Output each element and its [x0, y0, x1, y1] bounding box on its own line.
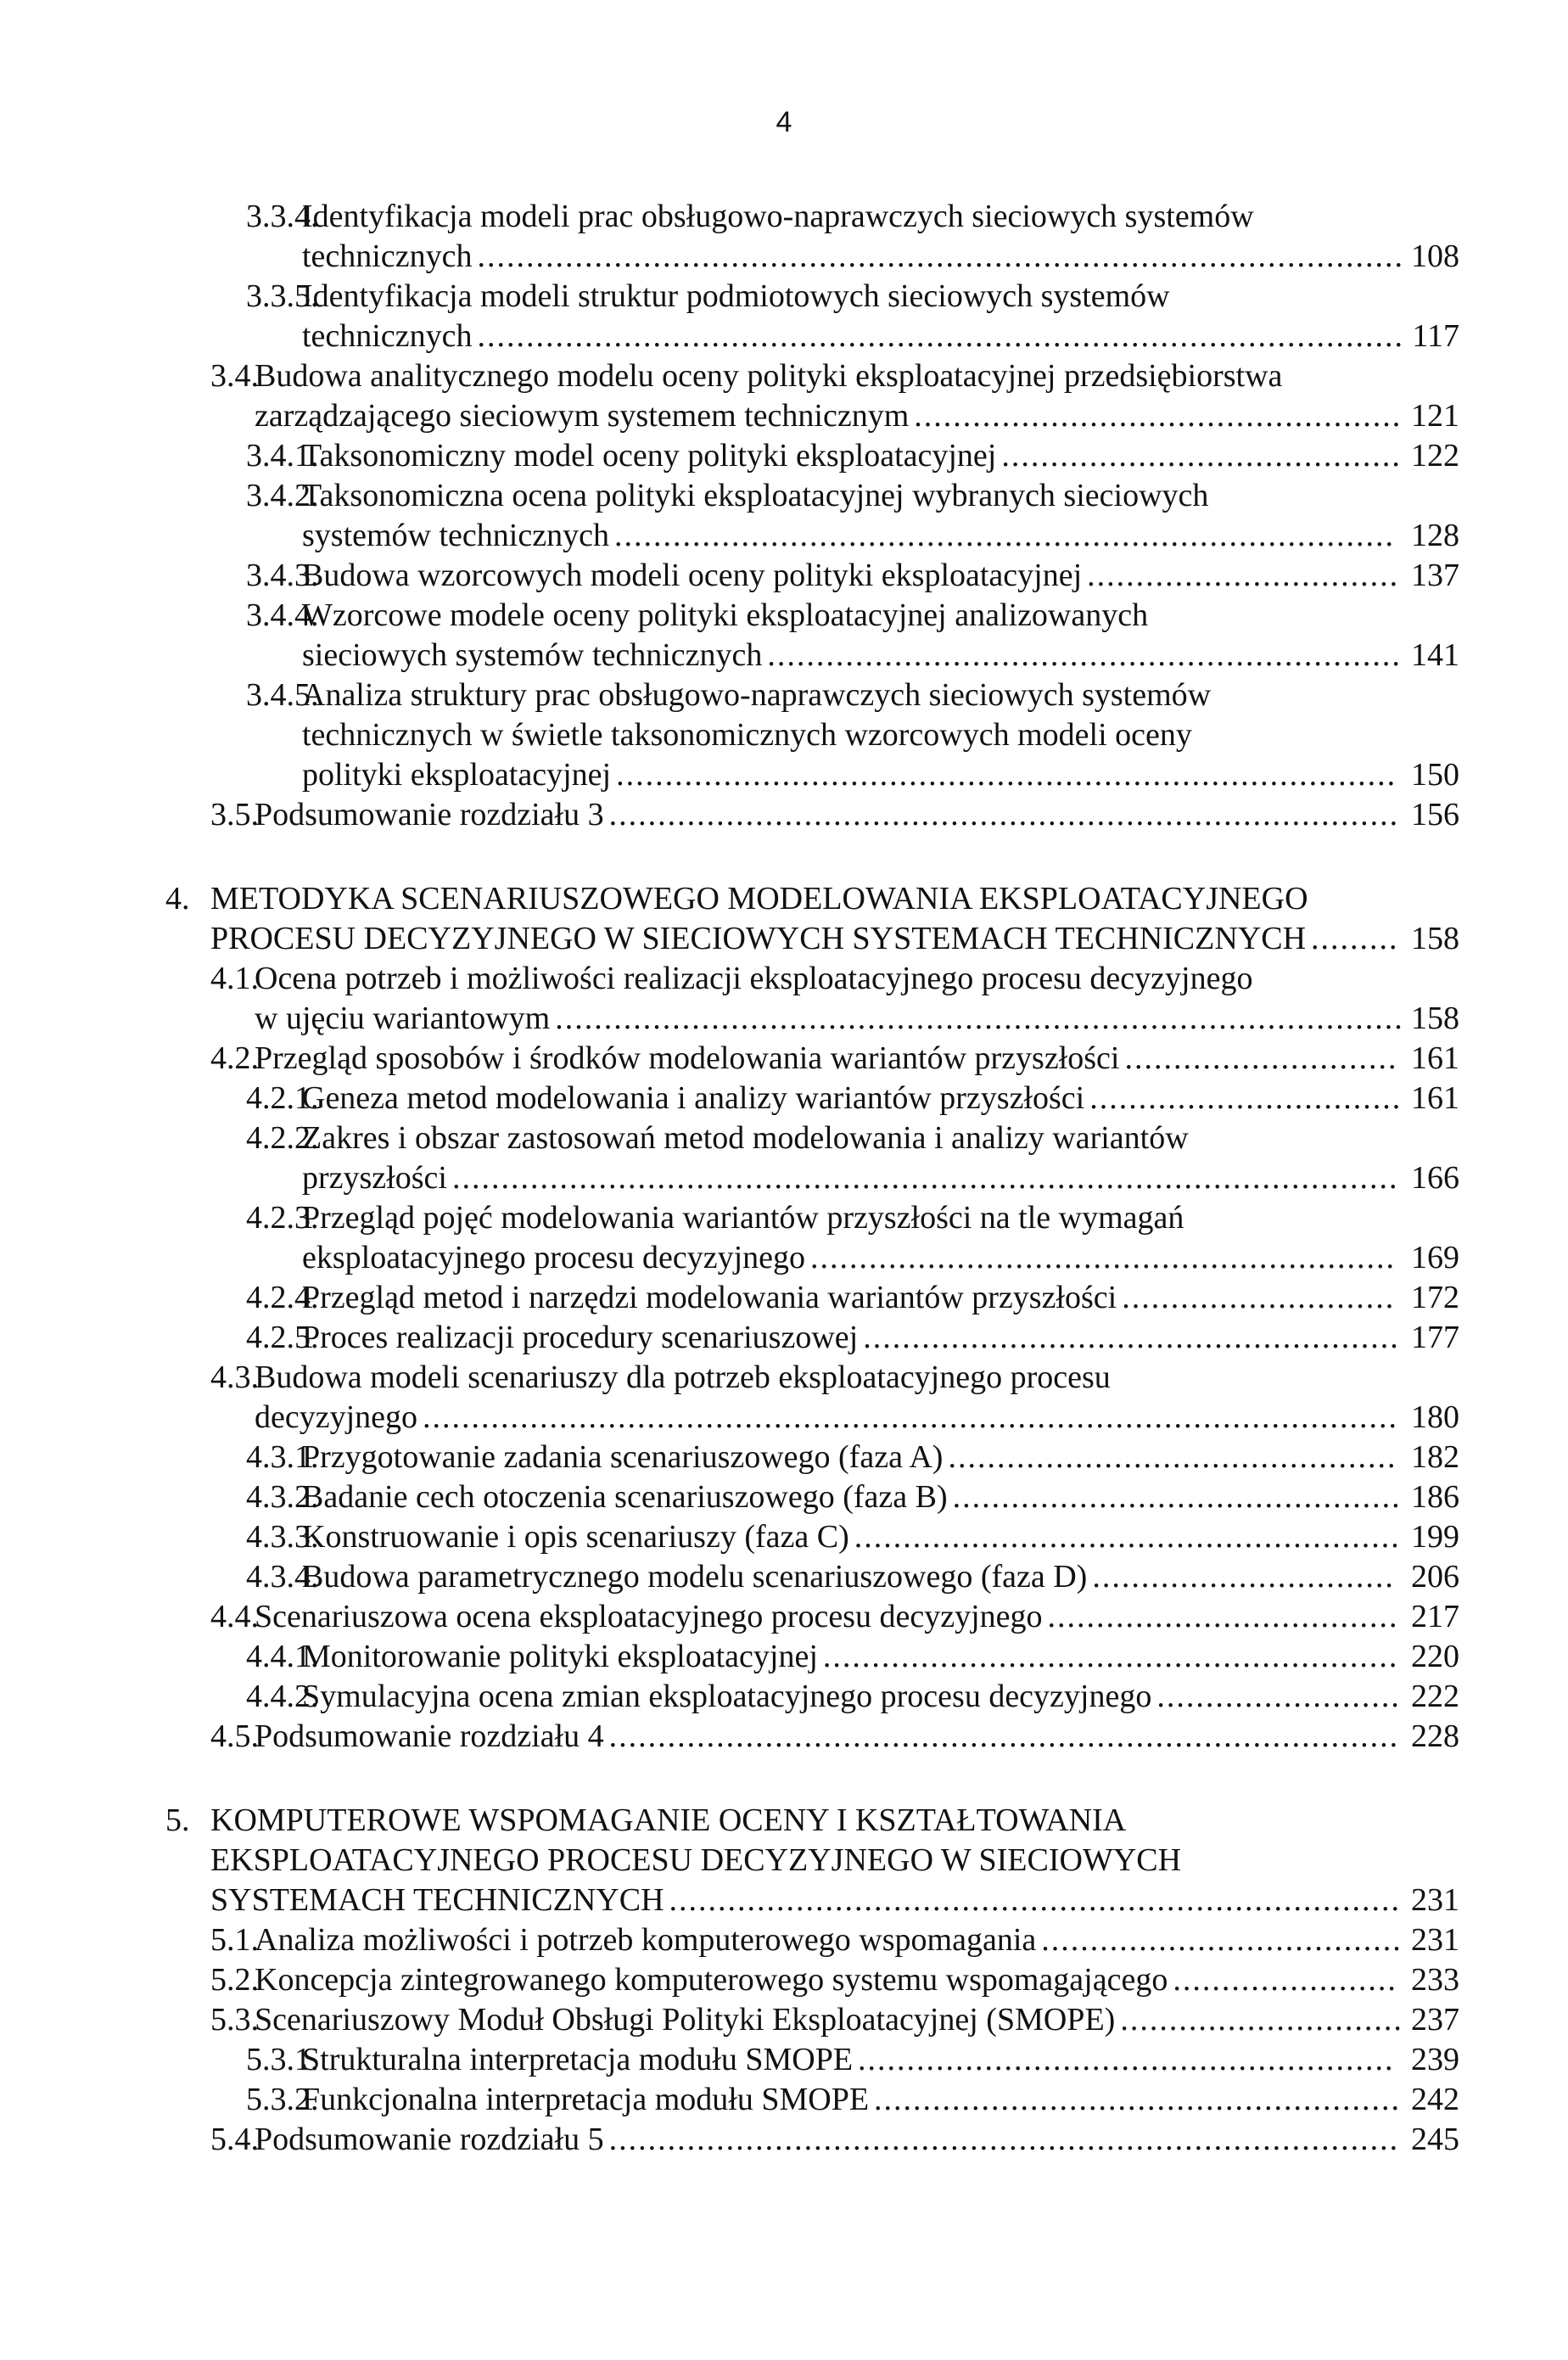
- section-title: PROCESU DECYZYJNEGO W SIECIOWYCH SYSTEMACH TECHNICZNYCH: [210, 921, 1307, 956]
- dot-leader: ...........................................................................: [669, 1882, 1402, 1918]
- dot-leader: .........................................: [1001, 438, 1402, 474]
- toc-line: [0, 1358, 1568, 1398]
- dot-leader: ...............................................................................................: [477, 318, 1404, 354]
- section-number: 4.5.: [210, 1718, 259, 1754]
- section-title: Przegląd sposobów i środków modelowania wariantów przyszłości: [255, 1040, 1120, 1076]
- section-title: eksploatacyjnego procesu decyzyjnego: [302, 1240, 805, 1275]
- section-number: 5.1.: [210, 1922, 259, 1958]
- toc-entry-level-3[interactable]: [0, 1637, 1568, 1677]
- section-number: 3.4.3.: [246, 558, 319, 593]
- toc-entry-level-2[interactable]: [0, 795, 1568, 835]
- toc-line: [0, 396, 1568, 436]
- toc-entry-level-3[interactable]: [0, 436, 1568, 476]
- section-number: 3.3.5.: [246, 278, 319, 314]
- section-number: 5.3.: [210, 2002, 259, 2038]
- dot-leader: ........................................................: [854, 1519, 1401, 1555]
- page-reference[interactable]: 108: [1411, 238, 1459, 274]
- section-title: Badanie cech otoczenia scenariuszowego (faza B): [302, 1479, 948, 1515]
- dot-leader: ................................................................................: [616, 757, 1397, 793]
- section-number: 3.4.1.: [246, 438, 319, 474]
- page-reference[interactable]: 245: [1411, 2122, 1459, 2157]
- chapter-spacer: [0, 1757, 1568, 1801]
- section-title: Zakres i obszar zastosowań metod modelowania i analizy wariantów: [302, 1120, 1189, 1156]
- dot-leader: .........: [1311, 921, 1399, 956]
- toc-line: [0, 436, 1568, 476]
- section-title: Taksonomiczna ocena polityki eksploatacyjnej wybranych sieciowych: [302, 478, 1209, 513]
- section-title: Podsumowanie rozdziału 5: [255, 2122, 604, 2157]
- section-title: technicznych w świetle taksonomicznych wzorcowych modeli oceny: [302, 717, 1192, 753]
- section-title: Przegląd metod i narzędzi modelowania wariantów przyszłości: [302, 1280, 1117, 1315]
- toc-line: [0, 1278, 1568, 1318]
- toc-line: [0, 277, 1568, 317]
- toc-line: [0, 1517, 1568, 1557]
- toc-entry-level-3[interactable]: [0, 476, 1568, 556]
- section-number: 4.4.1.: [246, 1639, 319, 1674]
- section-title: Strukturalna interpretacja modułu SMOPE: [302, 2042, 854, 2077]
- dot-leader: .................................................................................................: [451, 1160, 1399, 1196]
- toc-entry-level-3[interactable]: [0, 2040, 1568, 2080]
- page-reference[interactable]: 161: [1411, 1040, 1459, 1076]
- section-title: Wzorcowe modele oceny polityki eksploatacyjnej analizowanych: [302, 597, 1149, 633]
- section-title: METODYKA SCENARIUSZOWEGO MODELOWANIA EKSPLOATACYJNEGO: [210, 881, 1308, 917]
- section-number: 5.3.2.: [246, 2082, 319, 2117]
- page-number: 4: [776, 106, 792, 138]
- dot-leader: .......................................................: [858, 2042, 1395, 2077]
- section-number: 4.3.: [210, 1359, 259, 1395]
- page-reference[interactable]: 242: [1411, 2082, 1459, 2117]
- toc-line: [0, 1118, 1568, 1158]
- dot-leader: ............................................................: [810, 1240, 1396, 1275]
- toc-line: [0, 237, 1568, 277]
- toc-line: [0, 197, 1568, 237]
- toc-entry-level-2[interactable]: [0, 1358, 1568, 1438]
- page-reference[interactable]: 158: [1411, 921, 1459, 956]
- section-title: Podsumowanie rozdziału 4: [255, 1718, 604, 1754]
- toc-entry-level-3[interactable]: [0, 1517, 1568, 1557]
- toc-line: [0, 1398, 1568, 1438]
- toc-line: [0, 919, 1568, 959]
- section-number: 4.4.: [210, 1599, 259, 1634]
- page-reference[interactable]: 233: [1411, 1962, 1459, 1998]
- toc-line: [0, 1318, 1568, 1358]
- toc-line: [0, 2040, 1568, 2080]
- section-title: Analiza możliwości i potrzeb komputerowego wspomagania: [255, 1922, 1037, 1958]
- toc-line: [0, 1597, 1568, 1637]
- page-reference[interactable]: 172: [1411, 1280, 1459, 1315]
- toc-line: [0, 317, 1568, 356]
- section-title: Konstruowanie i opis scenariuszy (faza C): [302, 1519, 849, 1555]
- dot-leader: .....................................: [1041, 1922, 1403, 1958]
- dot-leader: ......................................................: [874, 2082, 1402, 2117]
- toc-line: [0, 1238, 1568, 1278]
- page-reference[interactable]: 237: [1411, 2002, 1459, 2038]
- section-number: 3.4.5.: [246, 677, 319, 713]
- section-number: 4.2.2.: [246, 1120, 319, 1156]
- page-reference[interactable]: 231: [1411, 1882, 1459, 1918]
- section-number: 3.4.4.: [246, 597, 319, 633]
- toc-line: [0, 1920, 1568, 1960]
- toc-line: [0, 1960, 1568, 2000]
- section-number: 5.3.1.: [246, 2042, 319, 2077]
- dot-leader: .................................................................................: [608, 1718, 1400, 1754]
- dot-leader: .............................: [1120, 2002, 1403, 2038]
- page-reference[interactable]: 228: [1411, 1718, 1459, 1754]
- section-number: 4.3.1.: [246, 1439, 319, 1475]
- section-title: Budowa wzorcowych modeli oceny polityki eksploatacyjnej: [302, 558, 1083, 593]
- toc-line: [0, 1198, 1568, 1238]
- section-title: EKSPLOATACYJNEGO PROCESU DECYZYJNEGO W SIECIOWYCH: [210, 1842, 1182, 1878]
- section-number: 4.: [165, 881, 190, 917]
- section-number: 3.4.: [210, 358, 259, 394]
- page-reference[interactable]: 122: [1411, 438, 1459, 474]
- page-reference[interactable]: 217: [1411, 1599, 1459, 1634]
- toc-line: [0, 1158, 1568, 1198]
- dot-leader: ............................: [1122, 1280, 1396, 1315]
- toc-line: [0, 2080, 1568, 2120]
- section-title: Scenariuszowa ocena eksploatacyjnego procesu decyzyjnego: [255, 1599, 1043, 1634]
- toc-entry-level-2[interactable]: [0, 1960, 1568, 2000]
- section-number: 4.4.2.: [246, 1679, 319, 1714]
- section-number: 4.2.5.: [246, 1320, 319, 1355]
- page-reference[interactable]: 186: [1411, 1479, 1459, 1515]
- dot-leader: .......................: [1173, 1962, 1397, 1998]
- toc-entry-level-3[interactable]: [0, 675, 1568, 795]
- dot-leader: ....................................: [1047, 1599, 1399, 1634]
- page-reference[interactable]: 239: [1411, 2042, 1459, 2077]
- section-title: Analiza struktury prac obsługowo-naprawczych sieciowych systemów: [302, 677, 1212, 713]
- page-reference[interactable]: 220: [1411, 1639, 1459, 1674]
- section-number: 5.2.: [210, 1962, 259, 1998]
- dot-leader: ............................: [1124, 1040, 1398, 1076]
- dot-leader: ................................: [1087, 558, 1400, 593]
- page-reference[interactable]: 158: [1411, 1001, 1459, 1036]
- section-title: Taksonomiczny model oceny polityki eksploatacyjnej: [302, 438, 997, 474]
- toc-entry-level-2[interactable]: [0, 2000, 1568, 2040]
- dot-leader: ....................................................................................................: [423, 1399, 1399, 1435]
- page-reference[interactable]: 166: [1411, 1160, 1459, 1196]
- section-title: Geneza metod modelowania i analizy wariantów przyszłości: [302, 1080, 1085, 1116]
- section-number: 5.: [165, 1802, 190, 1838]
- section-number: 4.2.4.: [246, 1280, 319, 1315]
- toc-entry-level-3[interactable]: [0, 1438, 1568, 1477]
- toc-entry-level-3[interactable]: [0, 277, 1568, 356]
- toc-line: [0, 1637, 1568, 1677]
- section-title: sieciowych systemów technicznych: [302, 637, 763, 673]
- page-reference[interactable]: 156: [1411, 797, 1459, 832]
- section-title: technicznych: [302, 238, 473, 274]
- section-title: Przygotowanie zadania scenariuszowego (faza A): [302, 1439, 944, 1475]
- page-reference[interactable]: 169: [1411, 1240, 1459, 1275]
- section-title: Symulacyjna ocena zmian eksploatacyjnego procesu decyzyjnego: [302, 1679, 1152, 1714]
- toc-line: [0, 879, 1568, 919]
- page-reference[interactable]: 206: [1411, 1559, 1459, 1595]
- toc-entry-level-2[interactable]: [0, 1717, 1568, 1757]
- section-title: przyszłości: [302, 1160, 447, 1196]
- toc-line: [0, 356, 1568, 396]
- section-title: Identyfikacja modeli prac obsługowo-naprawczych sieciowych systemów: [302, 199, 1254, 234]
- toc-entry-level-3[interactable]: [0, 596, 1568, 675]
- toc-entry-level-3[interactable]: [0, 556, 1568, 596]
- dot-leader: ................................................................................: [613, 518, 1395, 553]
- toc-entry-level-3[interactable]: [0, 1557, 1568, 1597]
- toc-line: [0, 1438, 1568, 1477]
- table-of-contents: [0, 197, 1568, 2160]
- toc-line: [0, 1841, 1568, 1881]
- toc-line: [0, 2000, 1568, 2040]
- toc-line: [0, 1677, 1568, 1717]
- toc-entry-level-2[interactable]: [0, 1920, 1568, 1960]
- page-reference[interactable]: 128: [1411, 518, 1459, 553]
- section-title: KOMPUTEROWE WSPOMAGANIE OCENY I KSZTAŁTOWANIA: [210, 1802, 1127, 1838]
- section-title: zarządzającego sieciowym systemem technicznym: [255, 398, 910, 434]
- toc-line: [0, 1039, 1568, 1079]
- toc-entry-level-3[interactable]: [0, 1477, 1568, 1517]
- toc-entry-level-2[interactable]: [0, 1597, 1568, 1637]
- page-reference[interactable]: 137: [1411, 558, 1459, 593]
- toc-line: [0, 1717, 1568, 1757]
- section-title: Budowa parametrycznego modelu scenariuszowego (faza D): [302, 1559, 1088, 1595]
- section-title: Scenariuszowy Moduł Obsługi Polityki Eksploatacyjnej (SMOPE): [255, 2002, 1116, 2038]
- section-title: SYSTEMACH TECHNICZNYCH: [210, 1882, 664, 1918]
- section-title: Monitorowanie polityki eksploatacyjnej: [302, 1639, 818, 1674]
- dot-leader: ..............................................: [952, 1479, 1402, 1515]
- section-number: 4.3.4.: [246, 1559, 319, 1595]
- toc-line: [0, 556, 1568, 596]
- toc-line: [0, 596, 1568, 636]
- dot-leader: ................................: [1089, 1080, 1403, 1116]
- page-reference[interactable]: 117: [1412, 318, 1459, 354]
- section-title: Przegląd pojęć modelowania wariantów przyszłości na tle wymagań: [302, 1200, 1184, 1236]
- toc-line: [0, 715, 1568, 755]
- section-title: systemów technicznych: [302, 518, 609, 553]
- section-number: 3.5.: [210, 797, 259, 832]
- page-reference[interactable]: 150: [1411, 757, 1459, 793]
- section-number: 3.4.2.: [246, 478, 319, 513]
- dot-leader: ..................................................: [914, 398, 1403, 434]
- section-title: Identyfikacja modeli struktur podmiotowych sieciowych systemów: [302, 278, 1170, 314]
- toc-line: [0, 1801, 1568, 1841]
- dot-leader: .................................................................................: [608, 2122, 1400, 2157]
- section-number: 4.3.3.: [246, 1519, 319, 1555]
- chapter-spacer: [0, 835, 1568, 879]
- section-number: 4.1.: [210, 961, 259, 996]
- section-title: Podsumowanie rozdziału 3: [255, 797, 604, 832]
- section-title: Koncepcja zintegrowanego komputerowego systemu wspomagającego: [255, 1962, 1168, 1998]
- section-title: Budowa analitycznego modelu oceny polityki eksploatacyjnej przedsiębiorstwa: [255, 358, 1283, 394]
- toc-entry-level-3[interactable]: [0, 1198, 1568, 1278]
- page-reference[interactable]: 121: [1411, 398, 1459, 434]
- toc-entry-level-2[interactable]: [0, 2120, 1568, 2160]
- section-title: polityki eksploatacyjnej: [302, 757, 612, 793]
- toc-line: [0, 959, 1568, 999]
- section-title: technicznych: [302, 318, 473, 354]
- toc-entry-level-3[interactable]: [0, 197, 1568, 277]
- toc-line: [0, 1557, 1568, 1597]
- page-reference[interactable]: 161: [1411, 1080, 1459, 1116]
- toc-line: [0, 1079, 1568, 1118]
- toc-entry-level-2[interactable]: [0, 959, 1568, 1039]
- section-title: Proces realizacji procedury scenariuszowej: [302, 1320, 859, 1355]
- toc-entry-level-3[interactable]: [0, 1118, 1568, 1198]
- dot-leader: .......................................................................................: [555, 1001, 1404, 1036]
- section-number: 4.2.3.: [246, 1200, 319, 1236]
- page-reference[interactable]: 231: [1411, 1922, 1459, 1958]
- toc-entry-level-2[interactable]: [0, 1039, 1568, 1079]
- section-title: Funkcjonalna interpretacja modułu SMOPE: [302, 2082, 870, 2117]
- toc-line: [0, 516, 1568, 556]
- dot-leader: .................................................................................: [608, 797, 1400, 832]
- toc-line: [0, 1881, 1568, 1920]
- toc-line: [0, 636, 1568, 675]
- toc-line: [0, 2120, 1568, 2160]
- toc-line: [0, 755, 1568, 795]
- page-reference[interactable]: 199: [1411, 1519, 1459, 1555]
- section-title: w ujęciu wariantowym: [255, 1001, 551, 1036]
- toc-line: [0, 476, 1568, 516]
- section-title: Budowa modeli scenariuszy dla potrzeb eksploatacyjnego procesu: [255, 1359, 1111, 1395]
- section-number: 4.3.2.: [246, 1479, 319, 1515]
- section-number: 3.3.4.: [246, 199, 319, 234]
- toc-line: [0, 675, 1568, 715]
- page-reference[interactable]: 182: [1411, 1439, 1459, 1475]
- dot-leader: .................................................................: [767, 637, 1402, 673]
- dot-leader: ...............................: [1092, 1559, 1395, 1595]
- dot-leader: ...........................................................: [822, 1639, 1399, 1674]
- page-reference[interactable]: 222: [1411, 1679, 1459, 1714]
- toc-entry-level-3[interactable]: [0, 1278, 1568, 1318]
- dot-leader: ...............................................................................................: [477, 238, 1404, 274]
- page-reference[interactable]: 141: [1411, 637, 1459, 673]
- dot-leader: .........................: [1156, 1679, 1401, 1714]
- toc-entry-level-3[interactable]: [0, 1677, 1568, 1717]
- page-reference[interactable]: 180: [1411, 1399, 1459, 1435]
- toc-line: [0, 795, 1568, 835]
- toc-entry-level-3[interactable]: [0, 1318, 1568, 1358]
- section-title: decyzyjnego: [255, 1399, 418, 1435]
- section-number: 4.2.: [210, 1040, 259, 1076]
- page-reference[interactable]: 177: [1411, 1320, 1459, 1355]
- toc-entry-level-3[interactable]: [0, 2080, 1568, 2120]
- toc-entry-level-1[interactable]: [0, 1801, 1568, 1920]
- toc-entry-level-2[interactable]: [0, 356, 1568, 436]
- toc-line: [0, 1477, 1568, 1517]
- toc-line: [0, 999, 1568, 1039]
- dot-leader: .......................................................: [863, 1320, 1400, 1355]
- section-title: Ocena potrzeb i możliwości realizacji eksploatacyjnego procesu decyzyjnego: [255, 961, 1253, 996]
- dot-leader: ..............................................: [948, 1439, 1397, 1475]
- section-number: 4.2.1.: [246, 1080, 319, 1116]
- toc-entry-level-3[interactable]: [0, 1079, 1568, 1118]
- section-number: 5.4.: [210, 2122, 259, 2157]
- toc-entry-level-1[interactable]: [0, 879, 1568, 959]
